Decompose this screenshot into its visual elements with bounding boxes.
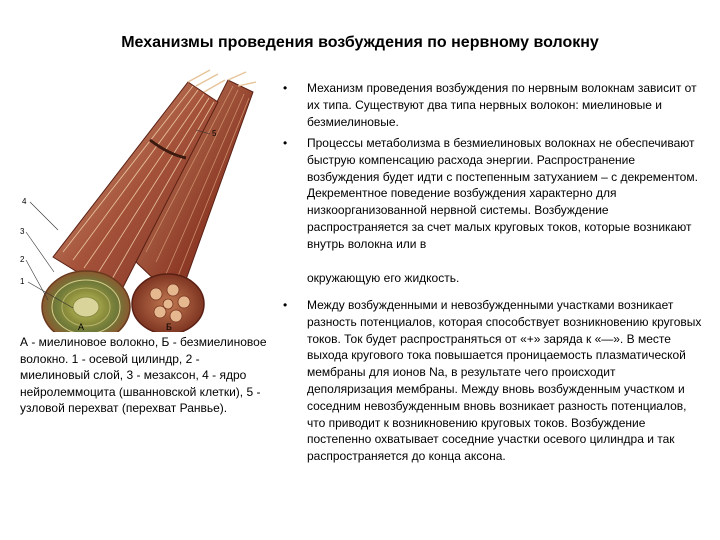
figure-caption: А - миелиновое волокно, Б - безмиелиновое волокно. 1 - осевой цилиндр, 2 - миелиновый слой, 3 - мезаксон, 4 - ядро нейролеммоцита (шванновской клетки), 5 - узловой перехват (перехват Ранвье). bbox=[20, 335, 267, 415]
figure-label-2: 2 bbox=[20, 255, 25, 264]
bullet-text: Механизм проведения возбуждения по нервным волокнам зависит от их типа. Существуют два типа нервных волокон: миелиновые и безмиелиновые. bbox=[307, 81, 697, 129]
figure-label-1: 1 bbox=[20, 277, 25, 286]
bullet-item bbox=[283, 297, 703, 465]
bullet-text: Между возбужденными и невозбужденными участками возникает разность потенциалов, которая способствует возникновению круговых токов. Ток будет распространяться от «+» заряда к «—». В месте выхода кругового тока повышается проницаемость плазматической мембраны для ионов Na, в результате чего происходит деполяризация мембраны. Между вновь возбужденным участком и соседним невозбужденным вновь возникает разность потенциалов, что приводит к возникновению круговых токов. Возбуждение постепенно охватывает соседние участки осевого цилиндра и так распространяется до конца аксона. bbox=[307, 298, 702, 464]
nerve-fiber-illustration bbox=[18, 62, 268, 332]
bullet-marker: • bbox=[283, 298, 288, 312]
bullet-marker: • bbox=[283, 136, 288, 150]
figure-label-b: Б bbox=[166, 322, 172, 332]
figure-label-3: 3 bbox=[20, 227, 25, 236]
figure-label-5: 5 bbox=[212, 129, 217, 138]
bullet-marker: • bbox=[283, 81, 288, 95]
bullet-text-continuation: окружающую его жидкость. bbox=[307, 270, 460, 285]
page-title: Механизмы проведения возбуждения по нервному волокну bbox=[121, 34, 599, 51]
bullet-text: Процессы метаболизма в безмиелиновых волокнах не обеспечивают быструю компенсацию расхода энергии. Распространение возбуждения будет идти с постепенным затуханием – с декрементом. Декрементное поведение возбуждения характерно для низкоорганизованной нервной системы. Возбуждение распространяется за счет малых круговых токов, которые возникают внутрь волокна или в bbox=[307, 136, 698, 251]
figure-label-a: А bbox=[78, 322, 85, 332]
bullet-item bbox=[283, 135, 703, 286]
bullet-item bbox=[283, 80, 703, 130]
figure-label-4: 4 bbox=[22, 197, 27, 206]
